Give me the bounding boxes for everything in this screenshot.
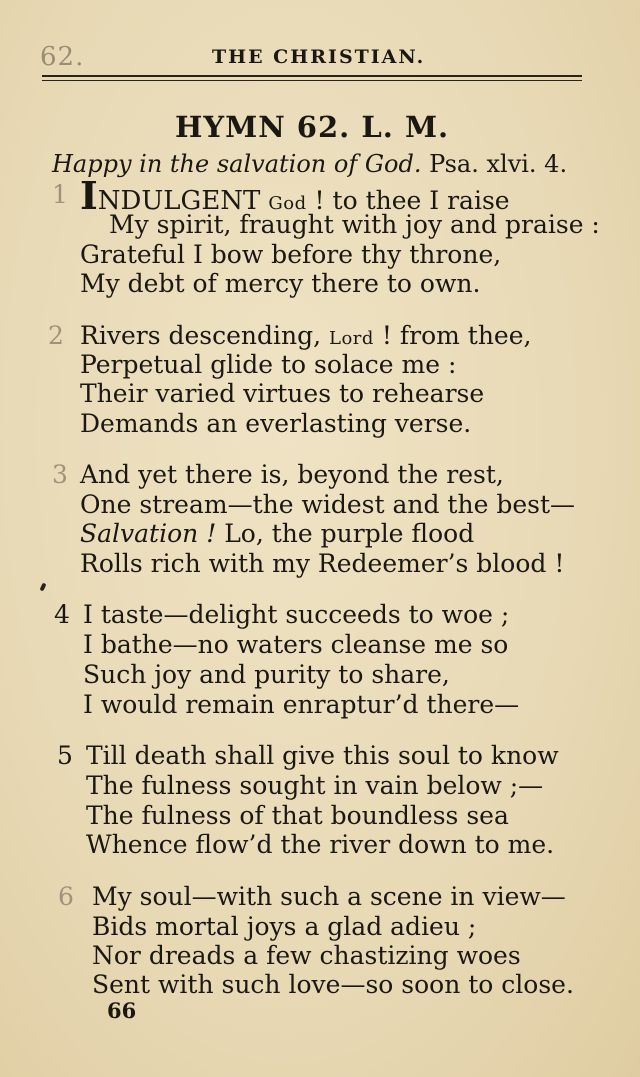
stanza-line: And yet there is, beyond the rest, — [80, 460, 504, 489]
stanza-line: My spirit, fraught with joy and praise : — [109, 210, 600, 239]
stanza-line: Perpetual glide to solace me : — [80, 350, 457, 379]
line-tail: ! to thee I raise — [306, 186, 510, 215]
stanza-line: Such joy and purity to share, — [83, 660, 450, 689]
stanza-line: I taste—delight succeeds to woe ; — [83, 600, 510, 629]
running-title: THE CHRISTIAN. — [212, 46, 426, 68]
subtitle-scripture-ref: Psa. xlvi. 4. — [429, 150, 568, 178]
stanza-line: Grateful I bow before thy throne, — [80, 240, 502, 269]
hymn-title: HYMN 62. L. M. — [175, 110, 450, 144]
small-caps-god: God — [268, 193, 307, 214]
first-word-rest: NDULGENT — [97, 186, 261, 216]
line-part: Lo, the purple flood — [216, 519, 475, 548]
stanza-line: Till death shall give this soul to know — [86, 741, 559, 770]
verse-number: 1 — [52, 180, 68, 209]
stanza-line: My debt of mercy there to own. — [80, 269, 481, 298]
ink-speck — [39, 583, 46, 592]
subtitle-theme: Happy in the salvation of God. — [52, 150, 422, 178]
small-caps-lord: Lord — [329, 328, 374, 349]
stanza-line: The fulness sought in vain below ;— — [86, 771, 544, 800]
drop-cap: I — [80, 173, 98, 218]
stanza-line: Whence flow’d the river down to me. — [86, 830, 555, 859]
stanza-line: Bids mortal joys a glad adieu ; — [92, 912, 477, 941]
running-head — [40, 38, 600, 74]
verse-number: 6 — [58, 882, 74, 911]
verse-number: 3 — [52, 460, 68, 489]
verse-number: 5 — [57, 741, 73, 770]
stanza-line: Nor dreads a few chastizing woes — [92, 941, 521, 970]
header-rule-thick — [42, 75, 582, 77]
stanza-line: Demands an everlasting verse. — [80, 409, 472, 438]
header-rule-thin — [42, 80, 582, 81]
stanza-line: I bathe—no waters cleanse me so — [83, 630, 509, 659]
verse-number: 2 — [48, 321, 64, 350]
signature-mark: 66 — [107, 998, 137, 1023]
italic-word: Salvation ! — [80, 519, 217, 548]
line-part: Rivers descending, — [80, 321, 329, 350]
stanza-line: The fulness of that boundless sea — [86, 801, 509, 830]
stanza-line — [80, 519, 474, 548]
hymn-subtitle — [52, 150, 567, 178]
stanza-line: One stream—the widest and the best— — [80, 490, 575, 519]
stanza-line: Their varied virtues to rehearse — [80, 379, 485, 408]
stanza-line: Sent with such love—so soon to close. — [92, 970, 574, 999]
stanza-line: I would remain enraptur’d there— — [83, 690, 520, 719]
page-number: 62. — [40, 42, 85, 72]
stanza-line — [80, 321, 531, 350]
line-part: ! from thee, — [373, 321, 532, 350]
stanza-line: My soul—with such a scene in view— — [92, 882, 566, 911]
stanza-line: Rolls rich with my Redeemer’s blood ! — [80, 549, 565, 578]
verse-number: 4 — [54, 600, 70, 629]
